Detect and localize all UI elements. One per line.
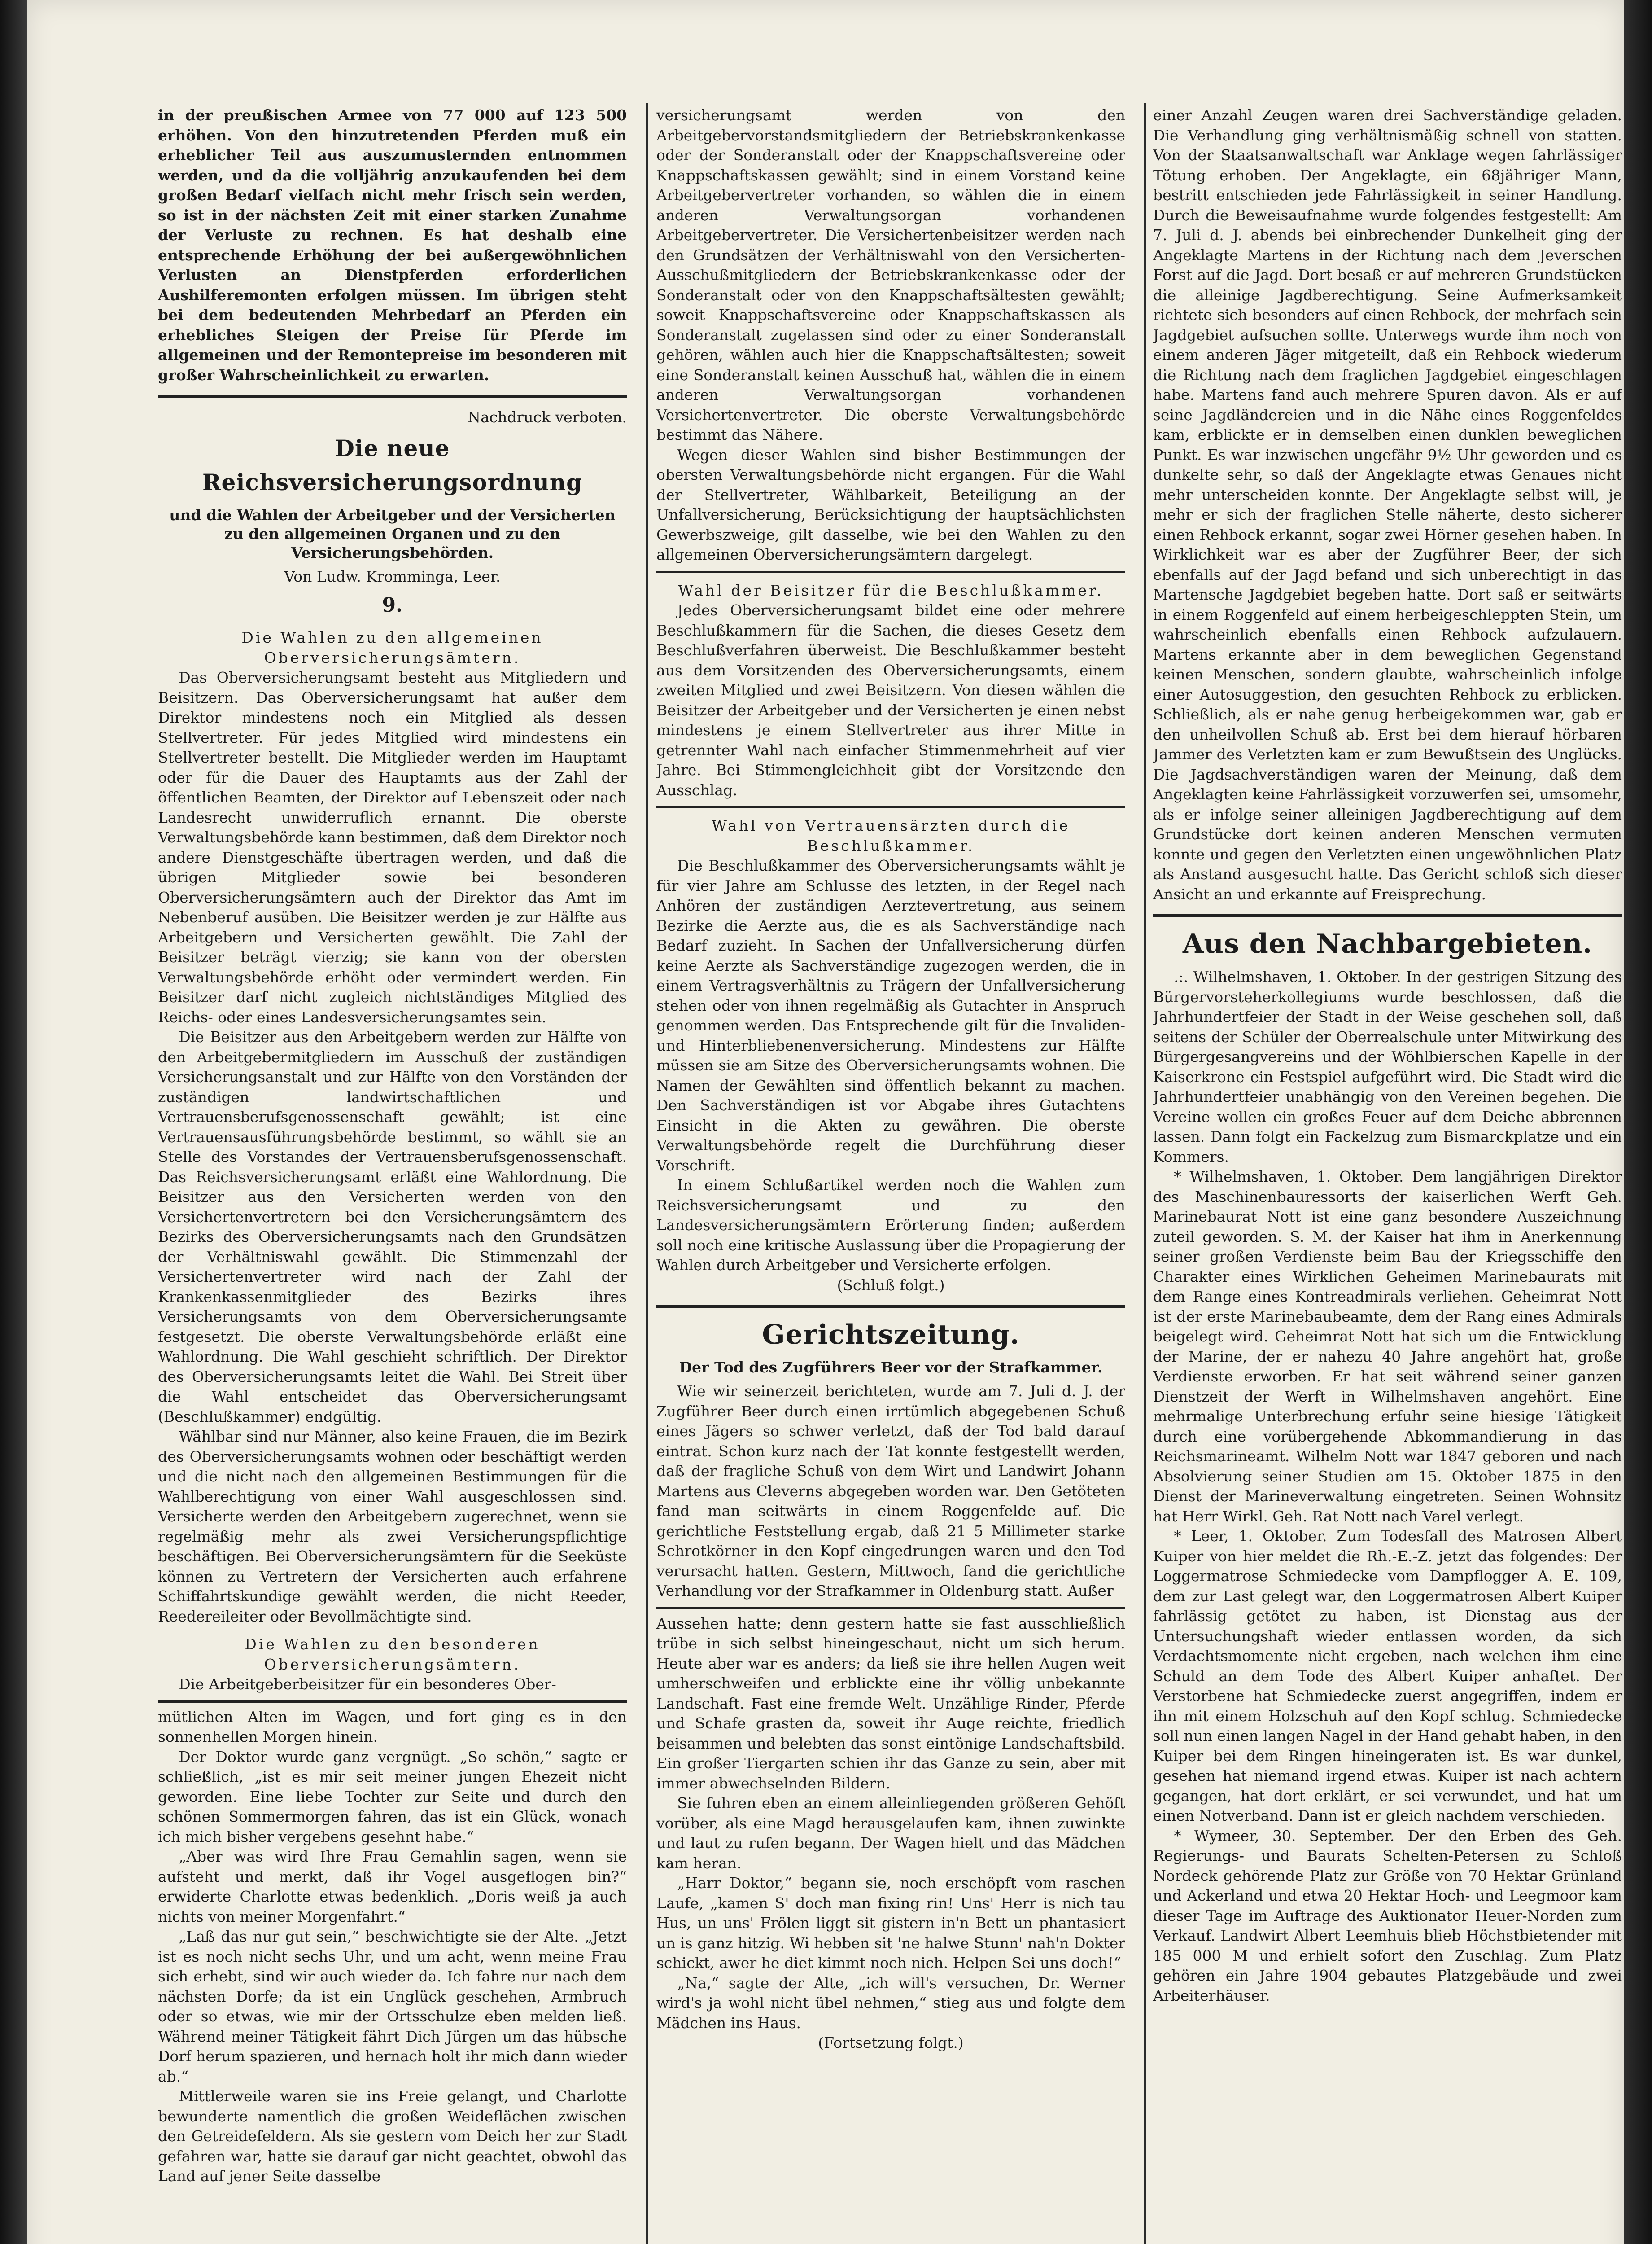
column-divider: [646, 103, 648, 2244]
section-rule: [656, 571, 1125, 573]
scan-edge-left: [0, 0, 27, 2244]
article-title: Die neue Reichsversicherungsordnung: [202, 434, 583, 495]
paragraph: Die Beschlußkammer des Oberversicherungsamts wählt je für vier Jahre am Schlusse des letzten, in der Regel nach Anhören der zuständigen Aerztevertretung, aus seinem Bezirke die Aerzte aus, die es als Sachverständige nach Bedarf zuzieht. In Sachen der Unfallversicherung dürfen keine Aerzte als Sachverständige zugezogen werden, die in einem Vertragsverhältnis zu Trägern der Unfallversicherung stehen oder von ihnen regelmäßig als Gutachter in Anspruch genommen werden. Das Entsprechende gilt für die Invaliden- und Hinterbliebenenversicherung. Mindestens zur Hälfte müssen sie am Sitze des Oberversicherungsamts wohnen. Die Namen der Gewählten sind öffentlich bekannt zu machen. Den Sachverständigen ist vor Abgabe ihres Gutachtens Einsicht in die Akten zu gewähren. Die oberste Verwaltungsbehörde regelt die Durchführung dieser Vorschrift.: [656, 857, 1125, 1174]
paragraph: Wie wir seinerzeit berichteten, wurde am 7. Juli d. J. der Zugführer Beer durch einen irrtümlich abgegebenen Schuß eines Jägers so schwer verletzt, daß der Tod bald darauf eintrat. Schon kurz nach der Tat konnte festgestellt werden, daß der fragliche Schuß von dem Wirt und Landwirt Johann Martens aus Cleverns abgegeben worden war. Den Getöteten fand man seitwärts in einem Roggenfelde auf. Die gerichtliche Feststellung ergab, daß 21 5 Millimeter starke Schrotkörner in den Kopf eingedrungen waren und den Tod verursacht hatten. Gestern, Mittwoch, fand die gerichtliche Verhandlung vor der Strafkammer in Oldenburg statt. Außer: [656, 1382, 1125, 1600]
paragraph: * Leer, 1. Oktober. Zum Todesfall des Matrosen Albert Kuiper von hier meldet die Rh.-E.-Z. jetzt das folgendes: Der Loggermatrose Schmiedecke vom Dampflogger A. E. 109, dem zur Last gelegt war, den Loggermatrosen Albert Kuiper fahrlässig getötet zu haben, ist Dienstag aus der Untersuchungshaft wieder entlassen worden, da sich Verdachtsmomente nicht ergeben, nach welchen ihm eine Schuld an dem Tode des Albert Kuiper anhaftet. Der Verstorbene hat Schmiedecke zuerst angegriffen, indem er ihn mit einem Holzschuh auf den Kopf schlug. Schmiedecke soll nun einen langen Nagel in der Hand gehabt haben, in den Kuiper bei dem Ringen hineingeraten ist. Es war dunkel, gesehen hat niemand irgend etwas. Kuiper ist nach achtern gegangen, hat dort erklärt, er sei verwundet, und hat um einen Notverband. Dann ist er gleich nachdem verschieden.: [1153, 1527, 1622, 1824]
feuilleton-paragraph: „Harr Doktor,“ begann sie, noch erschöpft vom raschen Laufe, „kamen S' doch man fixing rin! Uns' Herr is nich tau Hus, un uns' Frölen liggt sit gistern in'n Bett un phantasiert un is ganz hitzig. Wi hebben sit 'ne halwe Stunn' nah'n Dokter schickt, awer he diet kimmt noch nich. Helpen Sei uns doch!“: [656, 1874, 1125, 1972]
newspaper-page: [27, 0, 1624, 2244]
article-author: Von Ludw. Kromminga, Leer.: [284, 567, 501, 585]
scan-edge-right: [1624, 0, 1652, 2244]
feuilleton-paragraph: Mittlerweile waren sie ins Freie gelangt, und Charlotte bewunderte namentlich die großen Weideflächen zwischen den Getreidefeldern. Als sie gestern vom Deich her zur Stadt gefahren war, hatte sie darauf gar nicht geachtet, obwohl das Land auf jener Seite dasselbe: [158, 2087, 627, 2185]
paragraph: Jedes Oberversicherungsamt bildet eine oder mehrere Beschlußkammern für die Sachen, die dieses Gesetz dem Beschlußverfahren überweist. Die Beschlußkammer besteht aus dem Vorsitzenden des Oberversicherungsamts, einem zweiten Mitglied und zwei Beisitzern. Von diesen wählen die Beisitzer der Arbeitgeber und der Versicherten je einen nebst mindestens je einem Stellvertreter aus ihrer Mitte in getrennter Wahl nach einfacher Stimmenmehrheit auf vier Jahre. Bei Stimmengleichheit gibt der Vorsitzende den Ausschlag.: [656, 601, 1125, 799]
feuilleton-paragraph: Der Doktor wurde ganz vergnügt. „So schön,“ sagte er schließlich, „ist es mir seit meiner jungen Ehezeit nicht geworden. Eine liebe Tochter zur Seite und durch den schönen Sommermorgen fahren, das ist ein Glück, wonach ich mich bisher vergebens gesehnt habe.“: [158, 1748, 627, 1845]
feuilleton-paragraph: „Na,“ sagte der Alte, „ich will's versuchen, Dr. Werner wird's ja wohl nicht übel nehmen,“ stieg aus und folgte dem Mädchen ins Haus.: [656, 1974, 1125, 2032]
section-rule: [1153, 914, 1622, 917]
court-news-subtitle: Der Tod des Zugführers Beer vor der Strafkammer.: [679, 1359, 1103, 1376]
column-2: [656, 105, 1125, 2244]
regional-news-title: Aus den Nachbargebieten.: [1182, 928, 1593, 960]
paragraph: Die Beisitzer aus den Arbeitgebern werden zur Hälfte von den Arbeitgebermitgliedern im Ausschuß der zuständigen Versicherungsanstalt und zur Hälfte von den Vorständen der zuständigen landwirtschaftlichen und Vertrauensberufsgenossenschaft gewählt; ist eine Vertrauensausführungsbehörde bestimmt, so wählt sie an Stelle des Vorstandes der Vertrauensberufsgenossenschaft. Das Reichsversicherungsamt erläßt eine Wahlordnung. Die Beisitzer aus den Versicherten werden von den Versichertenvertretern bei den Versicherungsämtern des Bezirks des Oberversicherungsamts nach den Grundsätzen der Verhältniswahl gewählt. Die Stimmenzahl der Versichertenvertreter wird nach der Zahl der Krankenkassenmitglieder des Bezirks ihres Versicherungsamts von dem Oberversicherungsamte festgesetzt. Die oberste Verwaltungsbehörde erläßt eine Wahlordnung. Die Wahl geschieht schriftlich. Der Direktor des Oberversicherungsamts leitet die Wahl. Bei Streit über die Wahl entscheidet das Oberversicherungsamt (Beschlußkammer) endgültig.: [158, 1028, 627, 1425]
section-rule: [656, 806, 1125, 808]
feuilleton-paragraph: mütlichen Alten im Wagen, und fort ging es in den sonnenhellen Morgen hinein.: [158, 1708, 627, 1745]
section-rule: [656, 1305, 1125, 1308]
paragraph: * Wymeer, 30. September. Der den Erben des Geh. Regierungs- und Baurats Schelten-Petersen zu Schloß Nordeck gehörende Platz zur Größe von 70 Hektar Grünland und Ackerland und etwa 20 Hektar Hoch- und Leegmoor kam dieser Tage im Auftrage des Auktionator Heuer-Norden zum Verkauf. Landwirt Albert Leemhuis blieb Höchstbietender mit 185 000 M und erhielt sofort den Zuschlag. Zum Platz gehören ein Jahre 1904 gebautes Platzgebäude und zwei Arbeiterhäuser.: [1153, 1827, 1622, 2004]
to-be-continued: (Schluß folgt.): [837, 1276, 945, 1294]
section-rule: [158, 395, 627, 398]
article-continuation: in der preußischen Armee von 77 000 auf 123 500 erhöhen. Von den hinzutretenden Pferden muß ein erheblicher Teil aus auszumusternden entnommen werden, und da die volljährig anzukaufenden bei dem großen Bedarf vielfach nicht mehr frisch sein werden, so ist in der nächsten Zeit mit einer starken Zunahme der Verluste zu rechnen. Es hat deshalb eine entsprechende Erhöhung der bei außergewöhnlichen Verlusten an Dienstpferden erforderlichen Aushilferemonten erfolgen müssen. Im übrigen steht bei dem bedeutenden Mehrbedarf an Pferden ein erhebliches Steigen der Preise für Pferde im allgemeinen und der Remontepreise im besonderen mit großer Wahrscheinlichkeit zu erwarten.: [158, 106, 627, 384]
to-be-continued: (Fortsetzung folgt.): [818, 2034, 964, 2051]
section-heading: Die Wahlen zu den besonderen Oberversicherungsämtern.: [245, 1635, 540, 1673]
paragraph: Die Arbeitgeberbeisitzer für ein besonderes Ober-: [179, 1675, 556, 1693]
feuilleton-paragraph: Aussehen hatte; denn gestern hatte sie fast ausschließlich trübe in sich selbst hineingeschaut, nicht um sich herum. Heute aber war es anders; da ließ sie ihre hellen Augen weit umherschweifen und erblickte eine ihr völlig unbekannte Landschaft. Fast eine fremde Welt. Unzählige Rinder, Pferde und Schafe grasten da, soweit ihr Auge reichte, friedlich beisammen und belebten das sonst eintönige Landschaftsbild. Ein großer Tiergarten schien ihr das Ganze zu sein, aber mit immer abwechselnden Bildern.: [656, 1614, 1125, 1792]
feuilleton-paragraph: Sie fuhren eben an einem alleinliegenden größeren Gehöft vorüber, als eine Magd herausgelaufen kam, ihnen zuwinkte und laut zu rufen begann. Der Wagen hielt und das Mädchen kam heran.: [656, 1794, 1125, 1872]
paragraph: In einem Schlußartikel werden noch die Wahlen zum Reichsversicherungsamt und zu den Landesversicherungsämtern Erörterung finden; außerdem soll noch eine kritische Auslassung über die Propagierung der Wahlen durch Arbeitgeber und Versicherte erfolgen.: [656, 1176, 1125, 1274]
section-heading: Wahl der Beisitzer für die Beschlußkammer.: [678, 581, 1104, 599]
feuilleton-rule: [656, 1607, 1125, 1609]
paragraph: .:. Wilhelmshaven, 1. Oktober. In der gestrigen Sitzung des Bürgervorsteherkollegiums wurde beschlossen, daß die Jahrhundertfeier der Stadt in der Weise geschehen soll, daß seitens der Schüler der Oberrealschule unter Mitwirkung des Bürgergesangvereins und der Wöhlbierschen Kapelle in der Kaiserkrone ein Festspiel aufgeführt wird. Die Stadt wird die Jahrhundertfeier unabhängig von den Vereinen begehen. Die Vereine wollen ein großes Feuer auf dem Deiche abbrennen lassen. Dann folgt ein Fackelzug zum Bismarckplatze und ein Kommers.: [1153, 968, 1622, 1166]
paragraph: einer Anzahl Zeugen waren drei Sachverständige geladen. Die Verhandlung ging verhältnismäßig schnell von statten. Von der Staatsanwaltschaft war Anklage wegen fahrlässiger Tötung erhoben. Der Angeklagte, ein 68jähriger Mann, bestritt entschieden jede Fahrlässigkeit in seiner Handlung. Durch die Beweisaufnahme wurde folgendes festgestellt: Am 7. Juli d. J. abends bei einbrechender Dunkelheit ging der Angeklagte Martens in der Richtung nach dem Jeverschen Forst auf die Jagd. Dort besaß er auf mehreren Grundstücken die alleinige Jagdberechtigung. Seine Aufmerksamkeit richtete sich besonders auf einen Rehbock, der mehrfach sein Jagdgebiet aufsuchen sollte. Unterwegs wurde ihm noch von einem anderen Jäger mitgeteilt, daß ein Rehbock wiederum die Richtung nach dem fraglichen Jagdgebiet eingeschlagen habe. Martens fand auch mehrere Spuren davon. Als er auf seine Jagdländereien und in die Nähe eines Roggenfeldes kam, erblickte er in demselben einen dunklen beweglichen Punkt. Es war inzwischen ungefähr 9½ Uhr geworden und es dunkelte sehr, so daß der Angeklagte etwas Genaues nicht mehr unterscheiden konnte. Der Angeklagte selbst will, je mehr er sich der fraglichen Stelle näherte, desto sicherer einen Rehbock erkannt, sogar zwei Hörner gesehen haben. In Wirklichkeit war es aber der Zugführer Beer, der sich ebenfalls auf der Jagd befand und sich unberechtigt in das Martensche Jagdgebiet begeben hatte. Dort saß er seitwärts in einem Roggenfeld auf einem herbeigeschleppten Stein, um wahrscheinlich ebenfalls einen Rehbock aufzulauern. Martens erkannte aber in dem beweglichen Gegenstand keinen Menschen, sondern glaubte, wahrscheinlich infolge einer Autosuggestion, den gesuchten Rehbock zu erblicken. Schließlich, als er nahe genug herbeigekommen war, gab er den unheilvollen Schuß ab. Erst bei dem hierauf hörbaren Jammer des Verletzten kam er zum Bewußtsein des Unglücks. Die Jagdsachverständigen waren der Meinung, daß dem Angeklagten keine Fahrlässigkeit vorzuwerfen sei, umsomehr, als er infolge seiner alleinigen Jagdberechtigung auf dem Grundstücke dort keinen anderen Menschen vermuten konnte und gegen den Verletzten einen ungewöhnlichen Platz als Anstand ausgesucht hatte. Das Gericht schloß sich dieser Ansicht an und erkannte auf Freisprechung.: [1153, 106, 1622, 903]
paragraph: Wegen dieser Wahlen sind bisher Bestimmungen der obersten Verwaltungsbehörde nicht ergangen. Für die Wahl der Stellvertreter, Wählbarkeit, Beteiligung an der Unfallversicherung, Berücksichtigung der hauptsächlichsten Gewerbszweige, gilt dasselbe, wie bei den Wahlen zu den allgemeinen Oberversicherungsämtern dargelegt.: [656, 446, 1125, 563]
feuilleton-rule: [158, 1700, 627, 1703]
paragraph: * Wilhelmshaven, 1. Oktober. Dem langjährigen Direktor des Maschinenbauressorts der kaiserlichen Werft Geh. Marinebaurat Nott ist eine ganz besondere Auszeichnung zuteil geworden. S. M. der Kaiser hat ihm in Anerkennung seiner großen Verdienste beim Bau der Kriegsschiffe den Charakter eines Wirklichen Geheimen Marinebaurats mit dem Range eines Kontreadmirals verliehen. Geheimrat Nott ist der erste Marinebaubeamte, dem der Rang eines Admirals beigelegt wird. Geheimrat Nott hat sich um die Entwicklung der Marine, der er nahezu 40 Jahre angehört hat, große Verdienste erworben. Er hat seit während seiner ganzen Dienstzeit der Werft in Wilhelmshaven angehört. Eine mehrmalige Unterbrechung erfuhr seine hiesige Tätigkeit durch eine vorübergehende Abkommandierung in das Reichsmarineamt. Wilhelm Nott war 1847 geboren und nach Absolvierung seiner Studien am 15. Oktober 1875 in den Dienst der Marineverwaltung eingetreten. Seinen Wohnsitz hat Herr Wirkl. Geh. Rat Nott nach Varel verlegt.: [1153, 1168, 1622, 1525]
column-1: [158, 105, 627, 2244]
court-news-title: Gerichtszeitung.: [762, 1319, 1020, 1350]
section-heading: Wahl von Vertrauensärzten durch die Beschlußkammer.: [711, 817, 1071, 855]
reprint-notice: Nachdruck verboten.: [468, 408, 627, 426]
paragraph: Wählbar sind nur Männer, also keine Frauen, die im Bezirk des Oberversicherungsamts wohnen oder beschäftigt werden und die nicht nach den allgemeinen Bestimmungen für die Wahlberechtigung von einer Wahl ausgeschlossen sind. Versicherte werden den Arbeitgebern zugerechnet, wenn sie regelmäßig mehr als zwei Versicherungspflichtige beschäftigen. Bei Oberversicherungsämtern für die Seeküste können zu Vertretern der Versicherten auch erfahrene Schiffahrtskundige gewählt werden, die nicht Reeder, Reedereileiter oder Bevollmächtigte sind.: [158, 1428, 627, 1625]
paragraph: Das Oberversicherungsamt besteht aus Mitgliedern und Beisitzern. Das Oberversicherungsamt hat außer dem Direktor mindestens noch ein Mitglied als dessen Stellvertreter. Für jedes Mitglied wird mindestens ein Stellvertreter bestellt. Die Mitglieder werden im Hauptamt oder für die Dauer des Hauptamts aus der Zahl der öffentlichen Beamten, der Direktor auf Lebenszeit oder nach Landesrecht unwiderruflich ernannt. Die oberste Verwaltungsbehörde kann bestimmen, daß dem Direktor noch andere Dienstgeschäfte übertragen werden, und daß die übrigen Mitglieder sowie bei besonderen Oberversicherungsämtern auch der Direktor das Amt im Nebenberuf ausüben. Die Beisitzer werden je zur Hälfte aus Arbeitgebern und Versicherten gewählt. Die Zahl der Beisitzer beträgt vierzig; sie kann von der obersten Verwaltungsbehörde erhöht oder vermindert werden. Ein Beisitzer darf nicht zugleich nichtständiges Mitglied des Reichs- oder eines Landesversicherungsamtes sein.: [158, 669, 627, 1026]
feuilleton-paragraph: „Aber was wird Ihre Frau Gemahlin sagen, wenn sie aufsteht und merkt, daß ihr Vogel ausgeflogen bin?“ erwiderte Charlotte etwas bedenklich. „Doris weiß ja auch nichts von meiner Morgenfahrt.“: [158, 1848, 627, 1925]
article-subtitle: und die Wahlen der Arbeitgeber und der Versicherten zu den allgemeinen Organen und zu den Versicherungsbehörden.: [169, 506, 616, 561]
section-heading: Die Wahlen zu den allgemeinen Oberversicherungsämtern.: [241, 629, 543, 666]
column-divider: [1144, 103, 1146, 2244]
paragraph: versicherungsamt werden von den Arbeitgebervorstandsmitgliedern der Betriebskrankenkasse oder der Sonderanstalt oder der Knappschaftsvereine oder Knappschaftskassen gewählt; sind in einem Vorstand keine Arbeitgebervertreter vorhanden, so wählen die in einem anderen Verwaltungsorgan vorhandenen Arbeitgebervertreter. Die Versichertenbeisitzer werden nach den Grundsätzen der Verhältniswahl von den Versicherten-Ausschußmitgliedern der Betriebskrankenkasse oder der Sonderanstalt oder von den Knappschaftsältesten gewählt; soweit Knappschaftsvereine oder Knappschaftskassen als Sonderanstalt zugelassen sind oder zu einer Sonderanstalt gehören, wählen auch hier die Knappschaftsältesten; soweit eine Sonderanstalt keinen Ausschuß hat, wählen die in einem anderen Verwaltungsorgan vorhandenen Versichertenvertreter. Die oberste Verwaltungsbehörde bestimmt das Nähere.: [656, 106, 1125, 443]
column-3: [1153, 105, 1622, 2244]
article-number: 9.: [382, 594, 403, 617]
feuilleton-paragraph: „Laß das nur gut sein,“ beschwichtigte sie der Alte. „Jetzt ist es noch nicht sechs Uhr, und um acht, wenn meine Frau sich erhebt, sind wir auch wieder da. Ich fahre nur nach dem nächsten Dorfe; da ist ein Unglück geschehen, Armbruch oder so etwas, wie mir der Ortsschulze eben melden ließ. Während meiner Tätigkeit fährt Dich Jürgen um das hübsche Dorf herum spazieren, und hernach holt ihr mich dann wieder ab.“: [158, 1928, 627, 2085]
